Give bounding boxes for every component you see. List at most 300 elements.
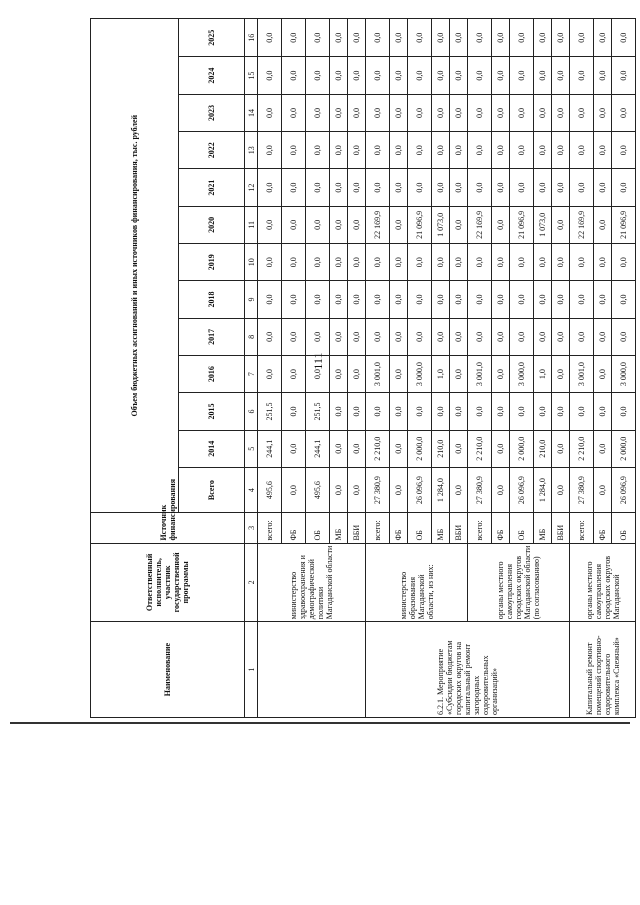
- value-cell: 0,0: [468, 393, 492, 430]
- value-cell: 0,0: [330, 57, 348, 94]
- value-cell: 0,0: [258, 57, 282, 94]
- responsible-cell: министерство здравоохранения и демографической политики Магаданской области: [258, 543, 366, 622]
- header-responsible: Ответственный исполнитель, участник государственной программы: [91, 543, 245, 622]
- value-cell: 0,0: [594, 206, 612, 243]
- value-cell: 0,0: [552, 467, 570, 512]
- value-cell: 0,0: [612, 318, 636, 355]
- value-cell: 0,0: [612, 169, 636, 206]
- value-cell: 0,0: [612, 244, 636, 281]
- value-cell: 0,0: [366, 169, 390, 206]
- value-cell: 0,0: [450, 206, 468, 243]
- value-cell: 0,0: [510, 244, 534, 281]
- value-cell: 0,0: [390, 19, 408, 57]
- value-cell: 0,0: [552, 94, 570, 131]
- value-cell: 0,0: [570, 19, 594, 57]
- value-cell: 0,0: [408, 19, 432, 57]
- value-cell: 0,0: [510, 19, 534, 57]
- value-cell: 0,0: [468, 94, 492, 131]
- value-cell: 210,0: [432, 430, 450, 467]
- value-cell: 0,0: [306, 355, 330, 392]
- header-year: 2022: [179, 132, 245, 169]
- value-cell: 0,0: [408, 318, 432, 355]
- value-cell: 0,0: [390, 244, 408, 281]
- value-cell: 21 096,9: [510, 206, 534, 243]
- source-cell: ОБ: [408, 513, 432, 543]
- rotated-table-inner: [90, 18, 628, 718]
- value-cell: 0,0: [552, 57, 570, 94]
- col-number: 8: [245, 318, 258, 355]
- value-cell: 2 210,0: [570, 430, 594, 467]
- value-cell: 0,0: [552, 169, 570, 206]
- value-cell: 0,0: [468, 244, 492, 281]
- value-cell: 0,0: [348, 393, 366, 430]
- value-cell: 0,0: [594, 430, 612, 467]
- table-row: [570, 19, 594, 718]
- value-cell: 26 096,9: [612, 467, 636, 512]
- value-cell: 0,0: [570, 57, 594, 94]
- page-divider: [10, 722, 630, 724]
- value-cell: 0,0: [570, 169, 594, 206]
- value-cell: 27 380,9: [366, 467, 390, 512]
- item-name-cell: 6.2.1. Мероприятие «Субсидии бюджетам городских округов на капитальный ремонт загородных оздоровительных организаций»: [366, 622, 570, 718]
- value-cell: 0,0: [258, 94, 282, 131]
- value-cell: 0,0: [570, 281, 594, 318]
- source-cell: МБ: [534, 513, 552, 543]
- value-cell: 0,0: [306, 281, 330, 318]
- value-cell: 0,0: [450, 467, 468, 512]
- value-cell: 0,0: [570, 132, 594, 169]
- value-cell: 0,0: [510, 94, 534, 131]
- source-cell: МБ: [330, 513, 348, 543]
- value-cell: 0,0: [390, 132, 408, 169]
- value-cell: 0,0: [390, 355, 408, 392]
- header-year: 2015: [179, 393, 245, 430]
- header-year: 2021: [179, 169, 245, 206]
- value-cell: 0,0: [492, 355, 510, 392]
- value-cell: 2 210,0: [468, 430, 492, 467]
- value-cell: 0,0: [390, 94, 408, 131]
- value-cell: 0,0: [366, 94, 390, 131]
- value-cell: 0,0: [348, 169, 366, 206]
- value-cell: 0,0: [552, 430, 570, 467]
- value-cell: 0,0: [612, 19, 636, 57]
- value-cell: 251,5: [306, 393, 330, 430]
- value-cell: 27 380,9: [570, 467, 594, 512]
- value-cell: 0,0: [366, 57, 390, 94]
- value-cell: 0,0: [258, 355, 282, 392]
- value-cell: 0,0: [330, 393, 348, 430]
- value-cell: 0,0: [306, 244, 330, 281]
- value-cell: 0,0: [282, 430, 306, 467]
- value-cell: 0,0: [594, 132, 612, 169]
- page-number: 111: [311, 352, 325, 370]
- value-cell: 0,0: [594, 355, 612, 392]
- value-cell: 0,0: [390, 169, 408, 206]
- value-cell: 0,0: [552, 393, 570, 430]
- value-cell: 1 073,0: [534, 206, 552, 243]
- value-cell: 0,0: [534, 244, 552, 281]
- value-cell: 0,0: [330, 206, 348, 243]
- value-cell: 3 000,0: [408, 355, 432, 392]
- source-cell: всего:: [570, 513, 594, 543]
- value-cell: 0,0: [594, 94, 612, 131]
- value-cell: 0,0: [594, 19, 612, 57]
- col-number: 13: [245, 132, 258, 169]
- value-cell: 0,0: [432, 318, 450, 355]
- rotated-table-frame: [90, 18, 628, 718]
- value-cell: 0,0: [282, 281, 306, 318]
- source-cell: ОБ: [510, 513, 534, 543]
- source-cell: ФБ: [282, 513, 306, 543]
- value-cell: 0,0: [450, 393, 468, 430]
- col-number: 5: [245, 430, 258, 467]
- value-cell: 0,0: [432, 57, 450, 94]
- value-cell: 0,0: [492, 430, 510, 467]
- value-cell: 0,0: [534, 281, 552, 318]
- header-year: 2018: [179, 281, 245, 318]
- value-cell: 0,0: [594, 281, 612, 318]
- value-cell: 0,0: [366, 19, 390, 57]
- value-cell: 0,0: [510, 393, 534, 430]
- col-number: 11: [245, 206, 258, 243]
- value-cell: 0,0: [594, 467, 612, 512]
- source-cell: МБ: [432, 513, 450, 543]
- value-cell: 3 001,0: [570, 355, 594, 392]
- value-cell: 0,0: [594, 169, 612, 206]
- source-cell: всего:: [468, 513, 492, 543]
- table-row: [366, 19, 390, 718]
- col-number: 2: [245, 543, 258, 622]
- value-cell: 22 169,9: [468, 206, 492, 243]
- value-cell: 0,0: [366, 281, 390, 318]
- value-cell: 0,0: [534, 132, 552, 169]
- header-year: 2014: [179, 430, 245, 467]
- value-cell: 0,0: [390, 467, 408, 512]
- source-cell: ВБИ: [450, 513, 468, 543]
- value-cell: 0,0: [432, 244, 450, 281]
- value-cell: 2 000,0: [510, 430, 534, 467]
- value-cell: 0,0: [390, 430, 408, 467]
- header-year: 2019: [179, 244, 245, 281]
- value-cell: 26 096,9: [510, 467, 534, 512]
- value-cell: 0,0: [468, 19, 492, 57]
- value-cell: 495,6: [306, 467, 330, 512]
- value-cell: 0,0: [534, 393, 552, 430]
- value-cell: 0,0: [492, 94, 510, 131]
- value-cell: 0,0: [258, 206, 282, 243]
- value-cell: 0,0: [408, 281, 432, 318]
- value-cell: 0,0: [450, 355, 468, 392]
- source-cell: ОБ: [612, 513, 636, 543]
- value-cell: 0,0: [432, 19, 450, 57]
- col-number: 3: [245, 513, 258, 543]
- value-cell: 0,0: [348, 57, 366, 94]
- source-cell: ФБ: [594, 513, 612, 543]
- header-year: 2020: [179, 206, 245, 243]
- value-cell: 0,0: [282, 132, 306, 169]
- value-cell: 0,0: [570, 318, 594, 355]
- value-cell: 0,0: [492, 206, 510, 243]
- value-cell: 22 169,9: [570, 206, 594, 243]
- value-cell: 0,0: [492, 467, 510, 512]
- source-cell: ФБ: [492, 513, 510, 543]
- value-cell: 1,0: [432, 355, 450, 392]
- value-cell: 0,0: [348, 355, 366, 392]
- value-cell: 0,0: [330, 244, 348, 281]
- source-cell: всего:: [258, 513, 282, 543]
- value-cell: 0,0: [594, 318, 612, 355]
- source-cell: ВБИ: [552, 513, 570, 543]
- value-cell: 2 000,0: [408, 430, 432, 467]
- value-cell: 0,0: [612, 393, 636, 430]
- value-cell: 0,0: [432, 132, 450, 169]
- value-cell: 0,0: [552, 132, 570, 169]
- value-cell: 0,0: [492, 244, 510, 281]
- col-number: 6: [245, 393, 258, 430]
- value-cell: 0,0: [612, 57, 636, 94]
- value-cell: 0,0: [450, 244, 468, 281]
- value-cell: 0,0: [258, 281, 282, 318]
- value-cell: 0,0: [468, 57, 492, 94]
- value-cell: 0,0: [570, 94, 594, 131]
- table-row: [468, 19, 492, 718]
- value-cell: 0,0: [510, 57, 534, 94]
- value-cell: 0,0: [492, 281, 510, 318]
- value-cell: 21 096,9: [612, 206, 636, 243]
- value-cell: 0,0: [282, 244, 306, 281]
- value-cell: 0,0: [408, 393, 432, 430]
- source-cell: ФБ: [390, 513, 408, 543]
- value-cell: 0,0: [612, 94, 636, 131]
- value-cell: 0,0: [282, 94, 306, 131]
- header-year: 2024: [179, 57, 245, 94]
- value-cell: 495,6: [258, 467, 282, 512]
- value-cell: 0,0: [570, 244, 594, 281]
- value-cell: 0,0: [468, 132, 492, 169]
- value-cell: 0,0: [282, 393, 306, 430]
- value-cell: 0,0: [510, 169, 534, 206]
- value-cell: 0,0: [510, 281, 534, 318]
- value-cell: 0,0: [282, 206, 306, 243]
- value-cell: 26 096,9: [408, 467, 432, 512]
- value-cell: 3 000,0: [612, 355, 636, 392]
- col-number: 16: [245, 19, 258, 57]
- value-cell: 0,0: [348, 467, 366, 512]
- value-cell: 0,0: [282, 19, 306, 57]
- value-cell: 0,0: [552, 318, 570, 355]
- header-total: Всего: [179, 467, 245, 512]
- value-cell: 0,0: [552, 244, 570, 281]
- value-cell: 0,0: [432, 393, 450, 430]
- col-number: 7: [245, 355, 258, 392]
- responsible-cell: органы местного самоуправления городских округов Магаданской: [570, 543, 636, 622]
- value-cell: 0,0: [492, 19, 510, 57]
- value-cell: 0,0: [534, 57, 552, 94]
- value-cell: 0,0: [306, 318, 330, 355]
- value-cell: 0,0: [492, 393, 510, 430]
- value-cell: 0,0: [450, 169, 468, 206]
- value-cell: 0,0: [408, 244, 432, 281]
- value-cell: 0,0: [330, 318, 348, 355]
- value-cell: 3 000,0: [510, 355, 534, 392]
- value-cell: 0,0: [306, 19, 330, 57]
- value-cell: 0,0: [330, 132, 348, 169]
- value-cell: 0,0: [552, 281, 570, 318]
- value-cell: 0,0: [408, 169, 432, 206]
- value-cell: 0,0: [468, 318, 492, 355]
- value-cell: 0,0: [348, 206, 366, 243]
- value-cell: 0,0: [348, 19, 366, 57]
- value-cell: 21 096,9: [408, 206, 432, 243]
- value-cell: 0,0: [390, 393, 408, 430]
- value-cell: 0,0: [390, 57, 408, 94]
- value-cell: 0,0: [330, 281, 348, 318]
- value-cell: 0,0: [282, 355, 306, 392]
- value-cell: 0,0: [282, 57, 306, 94]
- header-name: Наименование: [91, 622, 245, 718]
- header-year: 2023: [179, 94, 245, 131]
- value-cell: 0,0: [348, 132, 366, 169]
- value-cell: 0,0: [432, 94, 450, 131]
- value-cell: 0,0: [330, 467, 348, 512]
- table-body: [258, 19, 636, 718]
- table-row: [258, 19, 282, 718]
- value-cell: 0,0: [534, 19, 552, 57]
- value-cell: 0,0: [390, 206, 408, 243]
- source-cell: ОБ: [306, 513, 330, 543]
- col-number: 9: [245, 281, 258, 318]
- value-cell: 1,0: [534, 355, 552, 392]
- value-cell: 0,0: [348, 318, 366, 355]
- value-cell: 0,0: [366, 318, 390, 355]
- value-cell: 0,0: [390, 318, 408, 355]
- value-cell: 0,0: [432, 281, 450, 318]
- value-cell: 0,0: [492, 132, 510, 169]
- col-number: 10: [245, 244, 258, 281]
- value-cell: 0,0: [450, 281, 468, 318]
- value-cell: 0,0: [408, 94, 432, 131]
- value-cell: 0,0: [306, 132, 330, 169]
- col-number: 12: [245, 169, 258, 206]
- header-year: 2017: [179, 318, 245, 355]
- value-cell: 0,0: [534, 169, 552, 206]
- value-cell: 0,0: [534, 94, 552, 131]
- value-cell: 0,0: [306, 169, 330, 206]
- value-cell: 0,0: [510, 318, 534, 355]
- value-cell: 0,0: [432, 169, 450, 206]
- col-number: 4: [245, 467, 258, 512]
- header-source: Источник финансирования: [91, 513, 245, 543]
- value-cell: 0,0: [258, 132, 282, 169]
- value-cell: 2 000,0: [612, 430, 636, 467]
- value-cell: 0,0: [612, 281, 636, 318]
- value-cell: 0,0: [552, 206, 570, 243]
- value-cell: 0,0: [594, 393, 612, 430]
- budget-table: [90, 18, 636, 718]
- value-cell: 0,0: [534, 318, 552, 355]
- value-cell: 3 001,0: [366, 355, 390, 392]
- value-cell: 27 380,9: [468, 467, 492, 512]
- value-cell: 210,0: [534, 430, 552, 467]
- value-cell: 0,0: [306, 94, 330, 131]
- value-cell: 0,0: [306, 57, 330, 94]
- col-number: 1: [245, 622, 258, 718]
- col-number: 14: [245, 94, 258, 131]
- value-cell: 244,1: [306, 430, 330, 467]
- value-cell: 0,0: [348, 430, 366, 467]
- responsible-cell: министерство образования Магаданской области, из них:: [366, 543, 468, 622]
- value-cell: 251,5: [258, 393, 282, 430]
- value-cell: 0,0: [330, 169, 348, 206]
- value-cell: 0,0: [258, 19, 282, 57]
- responsible-cell: органы местного самоуправления городских округов Магаданской области (по согласованию): [468, 543, 570, 622]
- header-year: 2016: [179, 355, 245, 392]
- value-cell: 0,0: [594, 244, 612, 281]
- value-cell: 0,0: [552, 355, 570, 392]
- value-cell: 0,0: [450, 430, 468, 467]
- value-cell: 0,0: [366, 244, 390, 281]
- value-cell: 0,0: [330, 355, 348, 392]
- value-cell: 0,0: [510, 132, 534, 169]
- value-cell: 0,0: [492, 57, 510, 94]
- value-cell: 0,0: [450, 132, 468, 169]
- value-cell: 0,0: [408, 57, 432, 94]
- value-cell: 0,0: [390, 281, 408, 318]
- source-cell: ВБИ: [348, 513, 366, 543]
- value-cell: 0,0: [570, 393, 594, 430]
- header-volume: Объем бюджетных ассигнований и иных источников финансирования, тыс. рублей: [91, 19, 179, 513]
- value-cell: 1 073,0: [432, 206, 450, 243]
- value-cell: 0,0: [492, 318, 510, 355]
- value-cell: 1 284,0: [432, 467, 450, 512]
- value-cell: 0,0: [258, 169, 282, 206]
- value-cell: 0,0: [348, 94, 366, 131]
- value-cell: 0,0: [408, 132, 432, 169]
- value-cell: 0,0: [450, 318, 468, 355]
- value-cell: 0,0: [348, 244, 366, 281]
- value-cell: 0,0: [552, 19, 570, 57]
- item-name-cell: Капитальный ремонт помещений спортивно-оздоровительного комплекса «Снежный»: [570, 622, 636, 718]
- value-cell: 0,0: [258, 318, 282, 355]
- value-cell: 0,0: [282, 318, 306, 355]
- value-cell: 0,0: [282, 467, 306, 512]
- value-cell: 0,0: [366, 393, 390, 430]
- value-cell: 244,1: [258, 430, 282, 467]
- value-cell: 22 169,9: [366, 206, 390, 243]
- value-cell: 0,0: [468, 169, 492, 206]
- empty-name-cell: [258, 622, 366, 718]
- value-cell: 0,0: [306, 206, 330, 243]
- value-cell: 0,0: [492, 169, 510, 206]
- col-number: 15: [245, 57, 258, 94]
- value-cell: 0,0: [348, 281, 366, 318]
- value-cell: 0,0: [594, 57, 612, 94]
- value-cell: 3 001,0: [468, 355, 492, 392]
- value-cell: 2 210,0: [366, 430, 390, 467]
- value-cell: 1 284,0: [534, 467, 552, 512]
- value-cell: 0,0: [450, 19, 468, 57]
- value-cell: 0,0: [612, 132, 636, 169]
- source-cell: всего:: [366, 513, 390, 543]
- value-cell: 0,0: [258, 244, 282, 281]
- value-cell: 0,0: [450, 57, 468, 94]
- value-cell: 0,0: [330, 94, 348, 131]
- value-cell: 0,0: [366, 132, 390, 169]
- header-year: 2025: [179, 19, 245, 57]
- value-cell: 0,0: [330, 19, 348, 57]
- value-cell: 0,0: [330, 430, 348, 467]
- value-cell: 0,0: [282, 169, 306, 206]
